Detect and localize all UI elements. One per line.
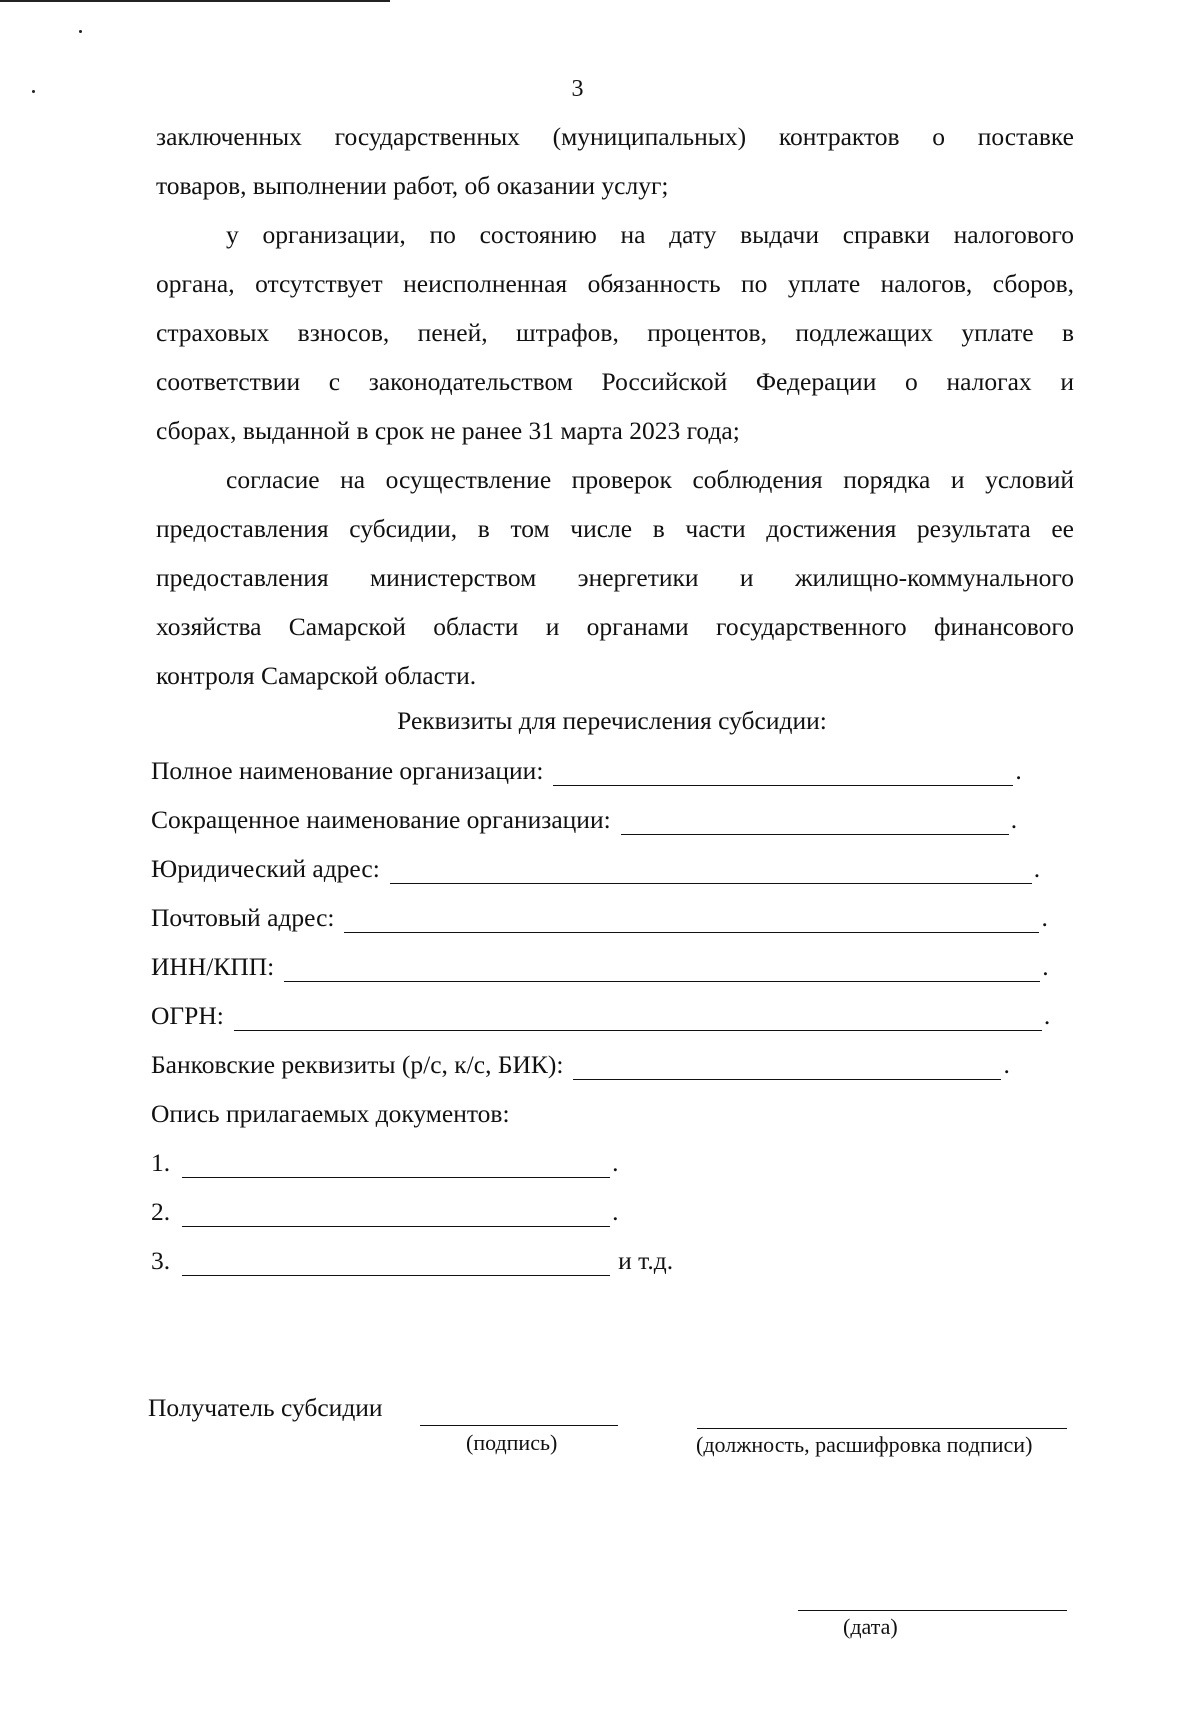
text-line: предоставления министерством энергетики и жилищно-коммунального bbox=[156, 563, 1074, 592]
postal-address-field bbox=[151, 903, 1048, 933]
field-label: Банковские реквизиты (р/с, к/с, БИК): bbox=[151, 1050, 564, 1079]
item-number: 3. bbox=[151, 1246, 171, 1275]
item-end: и т.д. bbox=[618, 1246, 674, 1275]
field-label: Почтовый адрес: bbox=[151, 903, 335, 932]
field-end: . bbox=[1003, 1050, 1010, 1079]
document-3-input-line[interactable] bbox=[182, 1253, 610, 1276]
date-caption: (дата) bbox=[843, 1614, 898, 1639]
field-label: ОГРН: bbox=[151, 1001, 224, 1030]
signature-line[interactable] bbox=[420, 1425, 618, 1426]
inn-kpp-field bbox=[151, 952, 1049, 982]
scan-edge-line bbox=[0, 0, 390, 2]
text-line: органа, отсутствует неисполненная обязанность по уплате налогов, сборов, bbox=[156, 269, 1074, 298]
text-line: хозяйства Самарской области и органами государственного финансового bbox=[156, 612, 1074, 641]
requisites-heading: Реквизиты для перечисления субсидии: bbox=[397, 706, 827, 735]
field-label: Полное наименование организации: bbox=[151, 756, 544, 785]
bank-details-field bbox=[151, 1050, 1010, 1080]
document-item-3 bbox=[151, 1246, 673, 1276]
full-name-input-line[interactable] bbox=[553, 763, 1013, 786]
text-line: сборах, выданной в срок не ранее 31 марта 2023 года; bbox=[156, 416, 740, 445]
text-line: у организации, по состоянию на дату выдачи справки налогового bbox=[226, 220, 1074, 249]
text-line: заключенных государственных (муниципальных) контрактов о поставке bbox=[156, 122, 1074, 151]
documents-label-text: Опись прилагаемых документов: bbox=[151, 1099, 510, 1128]
field-end: . bbox=[1033, 854, 1041, 883]
text-line: контроля Самарской области. bbox=[156, 661, 477, 690]
text-line: товаров, выполнении работ, об оказании услуг; bbox=[156, 171, 669, 200]
short-name-field bbox=[151, 805, 1017, 835]
position-line[interactable] bbox=[697, 1428, 1067, 1429]
field-label: Юридический адрес: bbox=[151, 854, 380, 883]
date-line[interactable] bbox=[798, 1610, 1067, 1611]
document-item-2 bbox=[151, 1197, 619, 1227]
field-end: . bbox=[1042, 952, 1049, 981]
legal-address-input-line[interactable] bbox=[390, 861, 1032, 884]
inn-kpp-input-line[interactable] bbox=[284, 959, 1040, 982]
ogrn-field bbox=[151, 1001, 1050, 1031]
ogrn-input-line[interactable] bbox=[234, 1008, 1042, 1031]
document-1-input-line[interactable] bbox=[182, 1155, 610, 1178]
text-line: соответствии с законодательством Российской Федерации о налогах и bbox=[156, 367, 1074, 396]
page-number: 3 bbox=[571, 76, 584, 102]
field-end: . bbox=[1015, 756, 1022, 785]
paragraph-2 bbox=[156, 210, 1074, 455]
field-label: Сокращенное наименование организации: bbox=[151, 805, 611, 834]
recipient-label: Получатель субсидии bbox=[148, 1393, 383, 1422]
item-end: . bbox=[612, 1197, 619, 1226]
bank-details-input-line[interactable] bbox=[573, 1057, 1001, 1080]
document-item-1 bbox=[151, 1148, 619, 1178]
scan-speck bbox=[79, 30, 82, 33]
short-name-input-line[interactable] bbox=[621, 812, 1009, 835]
document-2-input-line[interactable] bbox=[182, 1204, 610, 1227]
item-end: . bbox=[612, 1148, 619, 1177]
legal-address-field bbox=[151, 854, 1040, 884]
item-number: 2. bbox=[151, 1197, 171, 1226]
text-line: страховых взносов, пеней, штрафов, процентов, подлежащих уплате в bbox=[156, 318, 1074, 347]
documents-label bbox=[151, 1099, 510, 1129]
text-line: предоставления субсидии, в том числе в части достижения результата ее bbox=[156, 514, 1074, 543]
field-end: . bbox=[1043, 1001, 1051, 1030]
paragraph-1 bbox=[156, 112, 1074, 210]
field-end: . bbox=[1010, 805, 1018, 834]
signature-caption: (подпись) bbox=[466, 1430, 558, 1455]
field-label: ИНН/КПП: bbox=[151, 952, 275, 981]
full-name-field bbox=[151, 756, 1022, 786]
text-line: согласие на осуществление проверок соблюдения порядка и условий bbox=[226, 465, 1074, 494]
item-number: 1. bbox=[151, 1148, 171, 1177]
field-end: . bbox=[1041, 903, 1048, 932]
paragraph-3 bbox=[156, 455, 1074, 700]
position-caption: (должность, расшифровка подписи) bbox=[696, 1432, 1033, 1457]
postal-address-input-line[interactable] bbox=[344, 910, 1039, 933]
